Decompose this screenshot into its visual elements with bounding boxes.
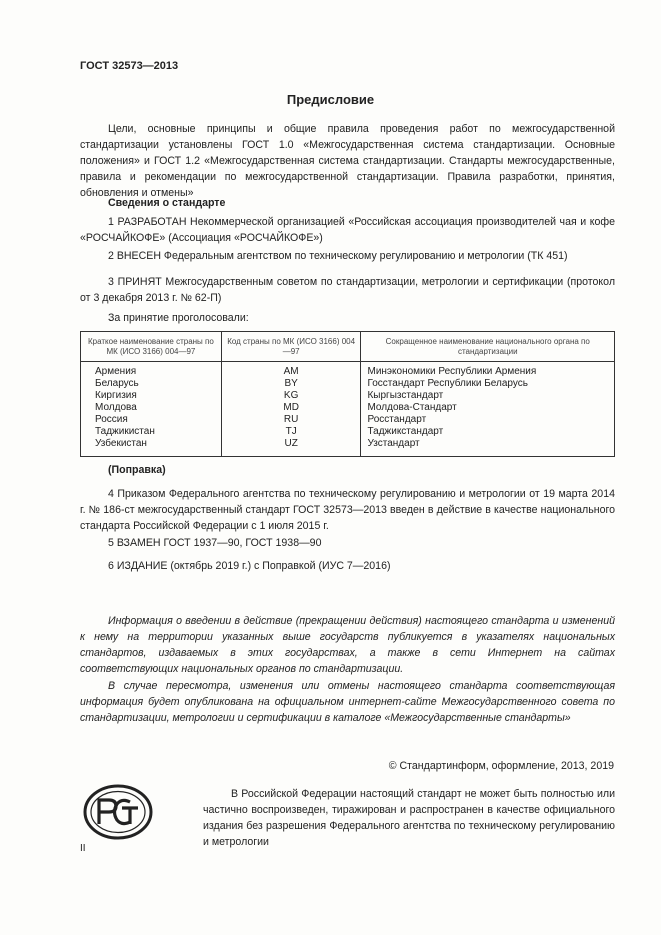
rst-logo-icon — [82, 782, 154, 842]
table-cell-code: MD — [221, 402, 361, 414]
section-heading: Сведения о стандарте — [108, 197, 226, 209]
table-row — [81, 390, 615, 402]
rst-logo — [82, 782, 154, 847]
table-row — [81, 402, 615, 414]
table-cell-body: Таджикстандарт — [361, 426, 615, 438]
standard-code: ГОСТ 32573—2013 — [80, 60, 179, 72]
table-header-code: Код страны по МК (ИСО 3166) 004—97 — [221, 332, 361, 362]
table-cell-body: Госстандарт Республики Беларусь — [361, 378, 615, 390]
table-cell-code: KG — [221, 390, 361, 402]
rights-notice: В Российской Федерации настоящий стандарт не может быть полностью или частично воспроизведен, тиражирован и распространен в качестве официального издания без разрешения Федерального агентства по техническому регулированию и метрологии — [203, 788, 615, 848]
table-cell-country: Киргизия — [81, 390, 222, 402]
table-header-country: Краткое наименование страны по МК (ИСО 3166) 004—97 — [81, 332, 222, 362]
table-cell-code: RU — [221, 414, 361, 426]
table-row — [81, 414, 615, 426]
table-cell-body: Узстандарт — [361, 438, 615, 457]
table-cell-code: BY — [221, 378, 361, 390]
amendment-label: (Поправка) — [108, 464, 166, 476]
table-row — [81, 426, 615, 438]
voting-table — [80, 331, 615, 457]
table-cell-country: Узбекистан — [81, 438, 222, 457]
item-enacted: 4 Приказом Федерального агентства по техническому регулированию и метрологии от 19 марта 2014 г. № 186-ст межгосударственный стандарт ГОСТ 32573—2013 введен в действие в качестве национального стандарта Российской Федерации с 1 июля 2015 г. — [80, 488, 615, 532]
copyright-notice: © Стандартинформ, оформление, 2013, 2019 — [388, 760, 614, 772]
page-number: II — [80, 843, 86, 854]
table-cell-body: Минэкономики Республики Армения — [361, 362, 615, 379]
table-cell-body: Молдова-Стандарт — [361, 402, 615, 414]
table-cell-body: Кыргызстандарт — [361, 390, 615, 402]
table-row — [81, 438, 615, 457]
table-cell-country: Беларусь — [81, 378, 222, 390]
item-introduced: 2 ВНЕСЕН Федеральным агентством по техническому регулированию и метрологии (ТК 451) — [108, 250, 568, 262]
info-enactment: Информация о введении в действие (прекращении действия) настоящего стандарта и изменений к нему на территории указанных выше государств публикуется в указателях национальных стандартов, издаваемых в этих государствах, а также в сети Интернет на сайтах соответствующих национальных органов по стандартизации. — [80, 615, 615, 675]
table-cell-body: Росстандарт — [361, 414, 615, 426]
item-developed: 1 РАЗРАБОТАН Некоммерческой организацией «Российская ассоциация производителей чая и кофе «РОСЧАЙКОФЕ» (Ассоциация «РОСЧАЙКОФЕ») — [80, 216, 615, 244]
table-header-body: Сокращенное наименование национального органа по стандартизации — [361, 332, 615, 362]
page-title: Предисловие — [286, 92, 375, 107]
table-cell-code: TJ — [221, 426, 361, 438]
item-replaces: 5 ВЗАМЕН ГОСТ 1937—90, ГОСТ 1938—90 — [108, 537, 322, 549]
table-row — [81, 362, 615, 379]
table-cell-code: AM — [221, 362, 361, 379]
table-cell-country: Таджикистан — [81, 426, 222, 438]
table-cell-country: Армения — [81, 362, 222, 379]
table-row — [81, 378, 615, 390]
info-revision: В случае пересмотра, изменения или отмены настоящего стандарта соответствующая информация будет опубликована на официальном интернет-сайте Межгосударственного совета по стандартизации, метрологии и сертификации в каталоге «Межгосударственные стандарты» — [80, 680, 615, 724]
table-header-row — [81, 332, 615, 362]
item-edition: 6 ИЗДАНИЕ (октябрь 2019 г.) с Поправкой (ИУС 7—2016) — [108, 560, 391, 572]
item-adopted: 3 ПРИНЯТ Межгосударственным советом по стандартизации, метрологии и сертификации (протокол от 3 декабря 2013 г. № 62-П) — [80, 276, 615, 304]
table-cell-country: Россия — [81, 414, 222, 426]
table-cell-code: UZ — [221, 438, 361, 457]
intro-paragraph: Цели, основные принципы и общие правила проведения работ по межгосударственной стандартизации установлены ГОСТ 1.0 «Межгосударственная система стандартизации. Основные положения» и ГОСТ 1.2 «Межгосударственная система стандартизации. Стандарты межгосударственные, правила и рекомендации по межгосударственной стандартизации. Правила разработки, принятия, обновления и отмены» — [80, 123, 615, 199]
voted-label: За принятие проголосовали: — [108, 312, 249, 324]
table-cell-country: Молдова — [81, 402, 222, 414]
